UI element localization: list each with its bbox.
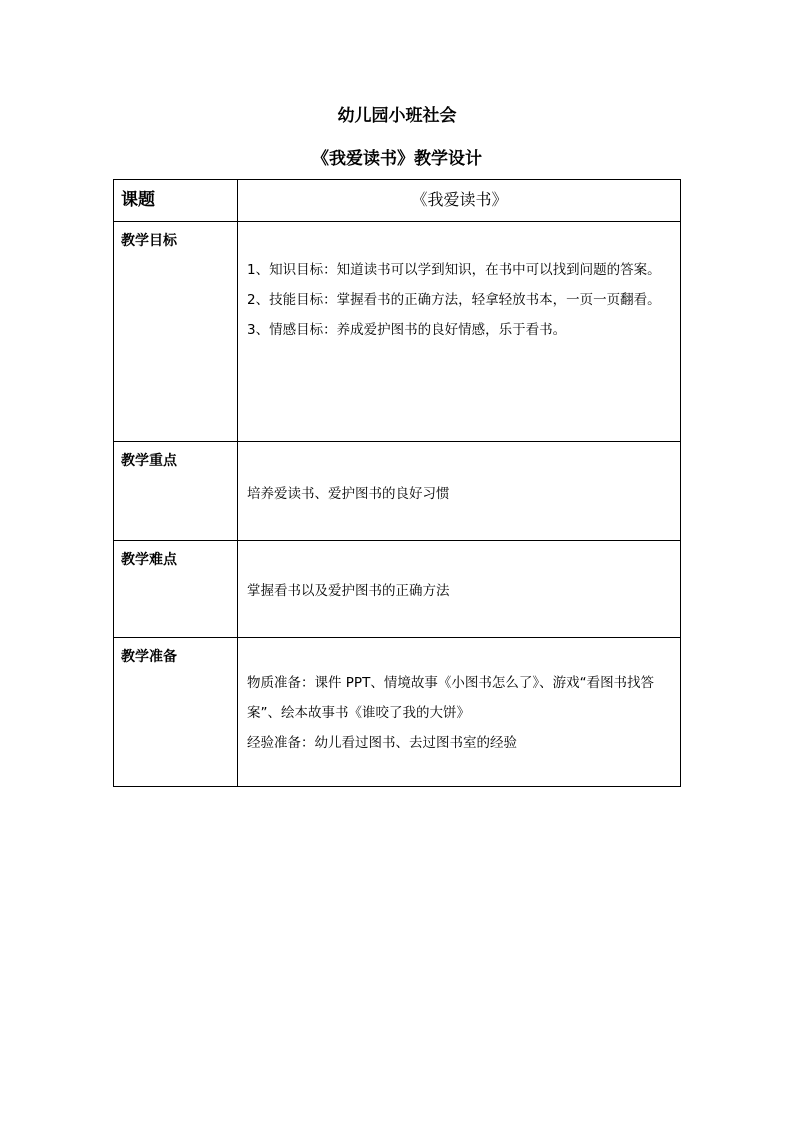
key-points-label: 教学重点 xyxy=(114,442,238,541)
topic-label: 课题 xyxy=(114,180,238,222)
preparation-label: 教学准备 xyxy=(114,638,238,787)
goals-cell xyxy=(238,222,681,442)
goals-label: 教学目标 xyxy=(114,222,238,442)
difficulties-cell xyxy=(238,541,681,638)
difficulties-label: 教学难点 xyxy=(114,541,238,638)
key-points-cell xyxy=(238,442,681,541)
document-title: 幼儿园小班社会 xyxy=(337,106,457,126)
table-row-difficulties xyxy=(114,541,681,638)
table-row-key-points xyxy=(114,442,681,541)
goal-item-knowledge: 1、知识目标：知道读书可以学到知识，在书中可以找到问题的答案。 xyxy=(247,262,661,278)
document-subtitle: 《我爱读书》教学设计 xyxy=(312,149,482,169)
goal-item-skill: 2、技能目标：掌握看书的正确方法，轻拿轻放书本，一页一页翻看。 xyxy=(247,292,661,308)
table-row-topic xyxy=(114,180,681,222)
goal-item-emotion: 3、情感目标：养成爱护图书的良好情感，乐于看书。 xyxy=(247,322,567,338)
table-row-preparation xyxy=(114,638,681,787)
key-points-text: 培养爱读书、爱护图书的良好习惯 xyxy=(247,486,450,502)
lesson-plan-table xyxy=(113,179,681,787)
preparation-material: 物质准备：课件 PPT、情境故事《小图书怎么了》、游戏“看图书找答案”、绘本故事书《谁咬了我的大饼》 xyxy=(247,675,655,721)
difficulties-text: 掌握看书以及爱护图书的正确方法 xyxy=(247,583,450,599)
topic-value: 《我爱读书》 xyxy=(238,180,681,222)
table-row-goals xyxy=(114,222,681,442)
preparation-cell xyxy=(238,638,681,787)
preparation-experience: 经验准备：幼儿看过图书、去过图书室的经验 xyxy=(247,735,517,751)
